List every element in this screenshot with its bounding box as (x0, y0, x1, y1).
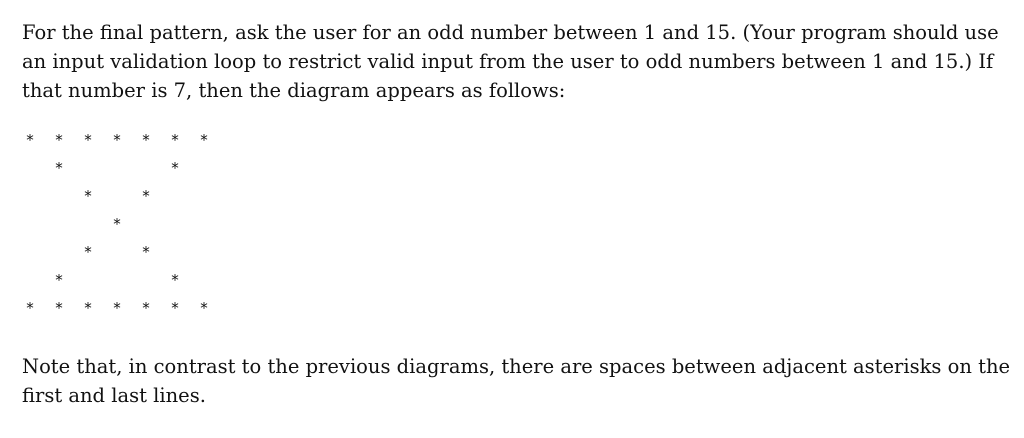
asterisk-r1-c4: * (113, 131, 121, 149)
asterisk-r3-c5: * (142, 187, 150, 205)
asterisk-r7-c2: * (55, 299, 63, 317)
asterisk-r7-c1: * (26, 299, 34, 317)
asterisk-r1-c2: * (55, 131, 63, 149)
asterisk-r1-c5: * (142, 131, 150, 149)
asterisk-r1-c6: * (171, 131, 179, 149)
asterisk-r5-c5: * (142, 243, 150, 261)
asterisk-r1-c7: * (200, 131, 208, 149)
asterisk-r7-c6: * (171, 299, 179, 317)
asterisk-r3-c3: * (84, 187, 92, 205)
asterisk-r2-c2: * (55, 159, 63, 177)
note-paragraph: Note that, in contrast to the previous diagrams, there are spaces between adjacent asterisks on the first and last lines. (22, 355, 1011, 407)
asterisk-r7-c5: * (142, 299, 150, 317)
asterisk-r4-c4: * (113, 215, 121, 233)
asterisk-r7-c7: * (200, 299, 208, 317)
asterisk-r2-c6: * (171, 159, 179, 177)
asterisk-r6-c6: * (171, 271, 179, 289)
asterisk-r7-c4: * (113, 299, 121, 317)
asterisk-r1-c3: * (84, 131, 92, 149)
asterisk-r5-c3: * (84, 243, 92, 261)
asterisk-r7-c3: * (84, 299, 92, 317)
asterisk-r1-c1: * (26, 131, 34, 149)
instruction-paragraph: For the final pattern, ask the user for an odd number between 1 and 15. (Your program should use an input validation loop to restrict valid input from the user to odd numbers between 1 and 15.) If that number is 7, then the diagram appears as follows: (22, 21, 999, 102)
asterisk-r6-c2: * (55, 271, 63, 289)
